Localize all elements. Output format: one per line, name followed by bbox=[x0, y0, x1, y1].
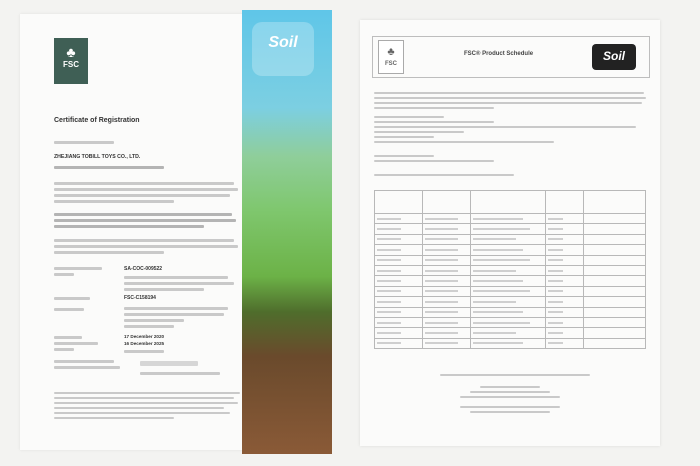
product-schedule-page bbox=[360, 20, 660, 446]
field-label bbox=[54, 297, 90, 300]
table-cell bbox=[583, 338, 645, 348]
table-cell bbox=[423, 276, 471, 286]
table-row bbox=[375, 297, 646, 307]
field-label bbox=[54, 273, 74, 276]
table-cell bbox=[583, 224, 645, 234]
cell-text-blur bbox=[548, 228, 563, 230]
cell-text-blur bbox=[425, 311, 458, 313]
text-line bbox=[124, 325, 174, 328]
text-line bbox=[374, 136, 434, 138]
cell-text-blur bbox=[473, 322, 530, 324]
table-cell bbox=[423, 307, 471, 317]
table-cell bbox=[423, 234, 471, 244]
cell-text-blur bbox=[473, 332, 516, 334]
table-cell bbox=[471, 317, 545, 327]
cell-text-blur bbox=[548, 301, 563, 303]
table-cell bbox=[423, 317, 471, 327]
soil-logo-text: Soil bbox=[268, 34, 298, 51]
text-line bbox=[54, 225, 204, 228]
text-line bbox=[374, 141, 554, 143]
table-cell bbox=[583, 297, 645, 307]
cell-text-blur bbox=[377, 322, 401, 324]
table-cell bbox=[545, 338, 583, 348]
column-header bbox=[423, 191, 471, 214]
table-body bbox=[375, 214, 646, 349]
cell-text-blur bbox=[425, 218, 458, 220]
cell-text-blur bbox=[425, 238, 458, 240]
cell-text-blur bbox=[473, 270, 516, 272]
table-cell bbox=[375, 265, 423, 275]
table-cell bbox=[545, 224, 583, 234]
field-label bbox=[54, 366, 120, 369]
cell-text-blur bbox=[425, 259, 458, 261]
table-row bbox=[375, 307, 646, 317]
text-line bbox=[54, 219, 236, 222]
footer-line bbox=[54, 392, 240, 394]
cell-text-blur bbox=[548, 311, 563, 313]
cell-text-blur bbox=[473, 238, 516, 240]
table-cell bbox=[423, 297, 471, 307]
text-line bbox=[374, 131, 464, 133]
cell-text-blur bbox=[425, 332, 458, 334]
text-line bbox=[374, 121, 494, 123]
text-line bbox=[124, 282, 234, 285]
soil-logo bbox=[252, 22, 314, 76]
table-cell bbox=[545, 276, 583, 286]
text-line bbox=[374, 97, 646, 99]
soil-badge-text: Soil bbox=[602, 49, 625, 63]
table-row bbox=[375, 245, 646, 255]
text-line bbox=[54, 251, 164, 254]
table-cell bbox=[583, 328, 645, 338]
text-line bbox=[54, 245, 238, 248]
text-line bbox=[374, 174, 514, 176]
table-cell bbox=[471, 286, 545, 296]
cell-text-blur bbox=[548, 280, 563, 282]
cell-text-blur bbox=[425, 301, 458, 303]
text-line bbox=[54, 239, 234, 242]
table-cell bbox=[375, 276, 423, 286]
soil-badge bbox=[592, 44, 636, 70]
cell-text-blur bbox=[548, 259, 563, 261]
cell-text-blur bbox=[473, 249, 523, 251]
table-cell bbox=[471, 245, 545, 255]
table-cell bbox=[583, 307, 645, 317]
text-line bbox=[54, 200, 174, 203]
cell-text-blur bbox=[473, 290, 530, 292]
signature bbox=[140, 361, 198, 366]
table-cell bbox=[583, 317, 645, 327]
cell-text-blur bbox=[425, 322, 458, 324]
table-cell bbox=[471, 265, 545, 275]
field-label bbox=[54, 308, 84, 311]
text-line bbox=[480, 386, 540, 388]
column-header bbox=[471, 191, 545, 214]
cell-text-blur bbox=[377, 249, 401, 251]
cell-text-blur bbox=[548, 342, 563, 344]
cell-text-blur bbox=[548, 238, 563, 240]
cell-text-blur bbox=[377, 342, 401, 344]
table-cell bbox=[583, 255, 645, 265]
table-cell bbox=[583, 286, 645, 296]
table-cell bbox=[375, 328, 423, 338]
text-line bbox=[374, 107, 494, 109]
landscape-strip bbox=[242, 10, 332, 454]
cell-text-blur bbox=[377, 228, 401, 230]
table-row bbox=[375, 328, 646, 338]
table-cell bbox=[423, 224, 471, 234]
table-cell bbox=[545, 328, 583, 338]
table-cell bbox=[583, 214, 645, 224]
table-cell bbox=[471, 224, 545, 234]
fsc-tree-icon: ♣ bbox=[387, 46, 395, 58]
table-cell bbox=[545, 297, 583, 307]
table-row bbox=[375, 276, 646, 286]
table-cell bbox=[375, 224, 423, 234]
table-cell bbox=[545, 234, 583, 244]
column-header bbox=[545, 191, 583, 214]
cell-text-blur bbox=[473, 311, 523, 313]
table-cell bbox=[583, 276, 645, 286]
cell-text-blur bbox=[425, 249, 458, 251]
table-row bbox=[375, 214, 646, 224]
table-cell bbox=[423, 255, 471, 265]
text-line bbox=[374, 160, 494, 162]
cell-text-blur bbox=[377, 301, 401, 303]
table-cell bbox=[423, 328, 471, 338]
table-cell bbox=[375, 214, 423, 224]
column-header bbox=[583, 191, 645, 214]
cell-text-blur bbox=[425, 270, 458, 272]
fsc-tree-icon: ♣ bbox=[66, 44, 76, 60]
field-label bbox=[54, 336, 82, 339]
table-cell bbox=[471, 255, 545, 265]
cell-text-blur bbox=[377, 218, 401, 220]
field-label bbox=[54, 342, 98, 345]
text-line bbox=[374, 92, 644, 94]
cell-text-blur bbox=[377, 280, 401, 282]
cell-text-blur bbox=[377, 311, 401, 313]
certificate-heading: Certificate of Registration bbox=[54, 117, 140, 124]
footer-line bbox=[54, 407, 224, 409]
cell-text-blur bbox=[377, 270, 401, 272]
table-cell bbox=[545, 317, 583, 327]
cell-text-blur bbox=[548, 290, 563, 292]
footer-line bbox=[54, 397, 234, 399]
field-label bbox=[54, 348, 74, 351]
column-header bbox=[375, 191, 423, 214]
cell-text-blur bbox=[548, 218, 563, 220]
cell-text-blur bbox=[473, 259, 530, 261]
table-row bbox=[375, 255, 646, 265]
table-cell bbox=[583, 245, 645, 255]
text-line bbox=[470, 411, 550, 413]
cell-text-blur bbox=[425, 290, 458, 292]
table-row bbox=[375, 317, 646, 327]
cell-text-blur bbox=[377, 332, 401, 334]
cell-text-blur bbox=[377, 290, 401, 292]
fsc-logo-text: FSC bbox=[63, 60, 79, 69]
table-cell bbox=[545, 307, 583, 317]
text-line bbox=[124, 276, 228, 279]
table-cell bbox=[375, 286, 423, 296]
table-header-row bbox=[375, 191, 646, 214]
table-cell bbox=[375, 234, 423, 244]
table-row bbox=[375, 338, 646, 348]
table-cell bbox=[423, 265, 471, 275]
table-row bbox=[375, 224, 646, 234]
table-cell bbox=[471, 276, 545, 286]
footer-line bbox=[54, 402, 238, 404]
text-line bbox=[140, 372, 220, 375]
cell-text-blur bbox=[425, 280, 458, 282]
cell-text-blur bbox=[473, 280, 523, 282]
table-cell bbox=[423, 338, 471, 348]
cell-text-blur bbox=[473, 342, 523, 344]
table-cell bbox=[471, 328, 545, 338]
text-line bbox=[54, 166, 164, 169]
table-cell bbox=[471, 307, 545, 317]
text-line bbox=[440, 374, 590, 376]
table-cell bbox=[471, 338, 545, 348]
fsc-logo bbox=[54, 38, 88, 84]
cell-text-blur bbox=[425, 228, 458, 230]
cell-text-blur bbox=[548, 322, 563, 324]
table-cell bbox=[375, 338, 423, 348]
text-line bbox=[470, 391, 550, 393]
text-line bbox=[54, 188, 238, 191]
table-cell bbox=[375, 297, 423, 307]
field-label bbox=[54, 360, 114, 363]
cell-text-blur bbox=[473, 228, 530, 230]
text-line bbox=[124, 313, 224, 316]
cell-text-blur bbox=[473, 301, 516, 303]
cell-text-blur bbox=[548, 270, 563, 272]
text-line bbox=[54, 141, 114, 144]
cell-text-blur bbox=[548, 249, 563, 251]
text-line bbox=[374, 155, 434, 157]
cell-text-blur bbox=[548, 332, 563, 334]
table-cell bbox=[545, 255, 583, 265]
table-cell bbox=[471, 234, 545, 244]
table-cell bbox=[471, 214, 545, 224]
registration-code: SA-COC-009522 bbox=[124, 266, 163, 272]
text-line bbox=[124, 288, 204, 291]
field-label bbox=[54, 267, 102, 270]
cell-text-blur bbox=[377, 259, 401, 261]
table-cell bbox=[375, 255, 423, 265]
issue-date: 17 December 2020 bbox=[124, 334, 165, 339]
table-cell bbox=[545, 286, 583, 296]
table-cell bbox=[545, 245, 583, 255]
text-line bbox=[54, 194, 230, 197]
cell-text-blur bbox=[377, 238, 401, 240]
table-cell bbox=[423, 214, 471, 224]
footer-line bbox=[54, 417, 174, 419]
cell-text-blur bbox=[473, 218, 523, 220]
certificate-page bbox=[20, 14, 242, 450]
license-code: FSC-C158194 bbox=[124, 295, 156, 301]
table-cell bbox=[583, 265, 645, 275]
table-cell bbox=[375, 307, 423, 317]
table-cell bbox=[545, 214, 583, 224]
table-cell bbox=[375, 245, 423, 255]
table-cell bbox=[471, 297, 545, 307]
fsc-logo-text: FSC bbox=[385, 61, 397, 67]
table-row bbox=[375, 265, 646, 275]
table-row bbox=[375, 234, 646, 244]
table-cell bbox=[545, 265, 583, 275]
text-line bbox=[54, 182, 234, 185]
text-line bbox=[460, 406, 560, 408]
table-row bbox=[375, 286, 646, 296]
table-cell bbox=[375, 317, 423, 327]
product-schedule-table bbox=[374, 190, 646, 349]
text-line bbox=[460, 396, 560, 398]
text-line bbox=[124, 350, 164, 353]
text-line bbox=[374, 102, 642, 104]
schedule-title: FSC® Product Schedule bbox=[464, 51, 534, 57]
table-cell bbox=[423, 286, 471, 296]
text-line bbox=[54, 213, 232, 216]
text-line bbox=[374, 116, 444, 118]
footer-line bbox=[54, 412, 230, 414]
fsc-logo bbox=[378, 40, 404, 74]
expiry-date: 16 December 2025 bbox=[124, 341, 165, 346]
table-cell bbox=[583, 234, 645, 244]
text-line bbox=[374, 126, 636, 128]
company-name: ZHEJIANG TOBILL TOYS CO., LTD. bbox=[54, 154, 141, 160]
cell-text-blur bbox=[425, 342, 458, 344]
text-line bbox=[124, 319, 184, 322]
table-cell bbox=[423, 245, 471, 255]
text-line bbox=[124, 307, 228, 310]
